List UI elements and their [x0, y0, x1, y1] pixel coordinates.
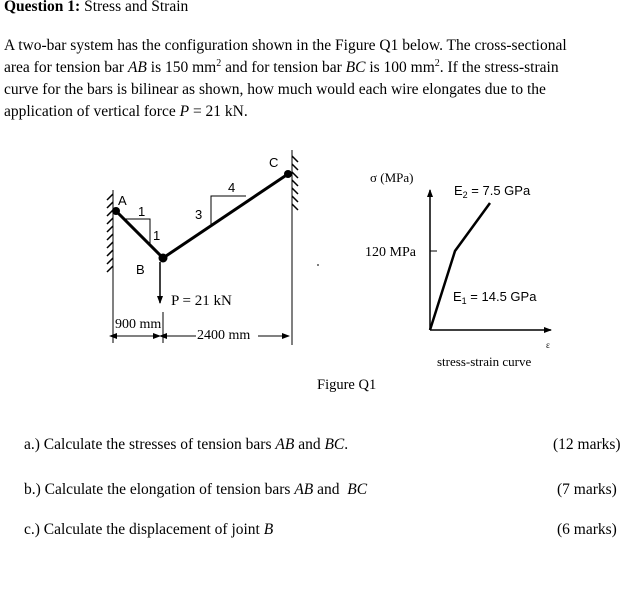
wall-support-c [292, 150, 298, 345]
slope-bc-horizontal: 4 [228, 180, 236, 195]
bilinear-curve [430, 203, 490, 330]
figure-caption: Figure Q1 [317, 377, 377, 393]
question-title: Stress and Strain [84, 0, 189, 15]
label-b: B [136, 262, 145, 277]
pin-b [159, 254, 168, 263]
part-c-marks: (6 marks) [557, 521, 617, 538]
e1-label: $E_1 = 14.5$ GPa [453, 289, 537, 306]
slope-ab-vertical: 1 [153, 228, 161, 243]
part-b-marks: (7 marks) [557, 481, 617, 498]
stray-dot [317, 264, 319, 266]
part-a-question: a.) Calculate the stresses of tension bars AB and BC. [24, 436, 349, 453]
slope-ab-horizontal: 1 [138, 204, 146, 219]
bar-bc [163, 174, 288, 258]
problem-line-2: area for tension bar AB is 150 $mm^2$ and for tension bar BC is 100 $mm^2$. If the stress-strain [4, 57, 559, 76]
e2-label: $E_2 = 7.5$ GPa [454, 183, 531, 200]
dim-2400-label: 2400 mm [197, 328, 251, 343]
pin-a [112, 207, 120, 215]
part-a-marks: (12 marks) [553, 436, 621, 453]
label-c: C [269, 155, 279, 170]
load-label: P = 21 kN [171, 293, 232, 309]
epsilon-label: ε [546, 340, 550, 350]
question-number: Question 1: [4, 0, 81, 15]
wall-support-a [107, 190, 113, 278]
curve-caption: stress-strain curve [437, 354, 532, 369]
dim-900-label: 900 mm [115, 317, 162, 332]
problem-line-3: curve for the bars is bilinear as shown, how much would each wire elongates due to the [4, 81, 546, 98]
pin-c [284, 170, 292, 178]
part-b-question: b.) Calculate the elongation of tension bars AB and BC [24, 481, 368, 498]
label-a: A [118, 193, 127, 208]
sigma-axis-label: σ (MPa) [370, 170, 414, 185]
stress-tick-label: 120 MPa [365, 245, 416, 260]
problem-line-4: application of vertical force P = 21 kN. [4, 103, 248, 120]
part-c-question: c.) Calculate the displacement of joint B [24, 521, 274, 538]
slope-bc-vertical: 3 [195, 207, 203, 222]
problem-line-1: A two-bar system has the configuration shown in the Figure Q1 below. The cross-sectional [4, 37, 567, 54]
